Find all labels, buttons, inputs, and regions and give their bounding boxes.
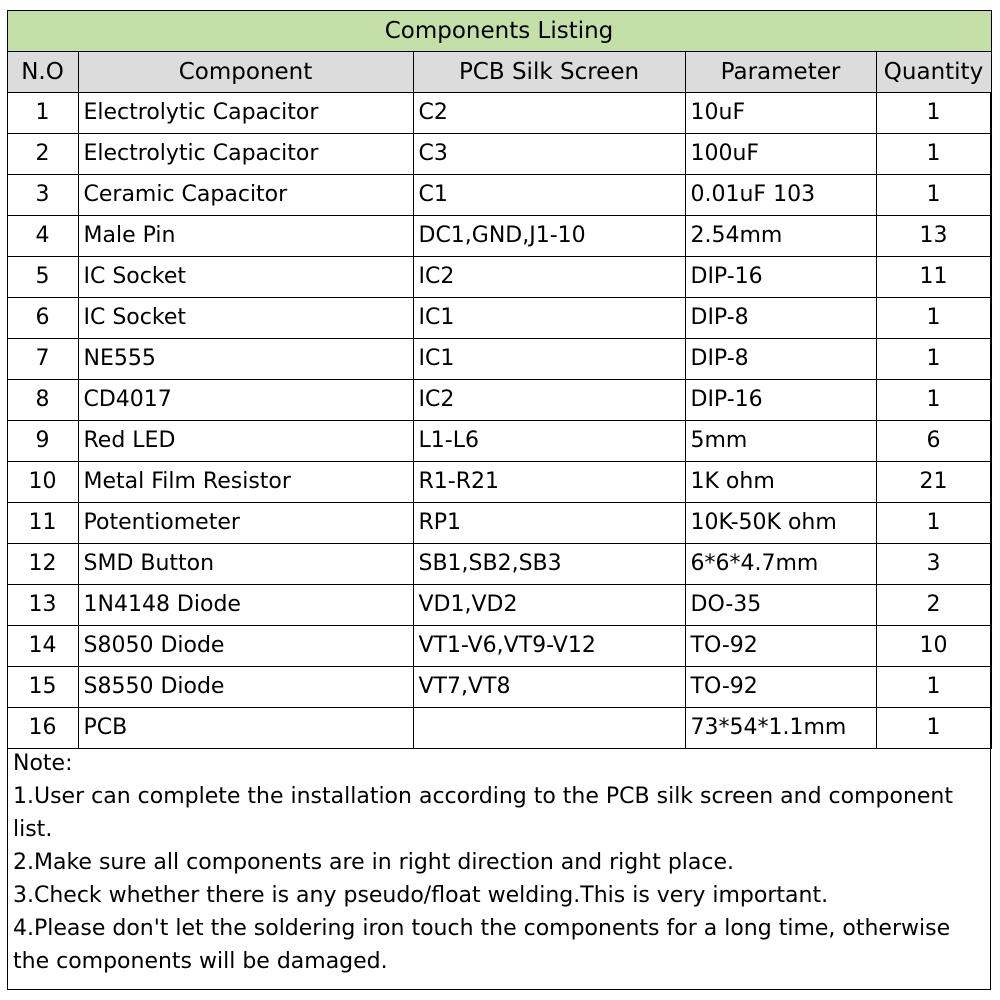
cell-quantity: 1: [876, 379, 991, 420]
cell-quantity: 1: [876, 297, 991, 338]
cell-silk-screen: C2: [413, 92, 685, 133]
cell-quantity: 11: [876, 256, 991, 297]
cell-silk-screen: VT7,VT8: [413, 666, 685, 707]
note-item: 2.Make sure all components are in right direction and right place.: [13, 850, 735, 875]
cell-parameter: 73*54*1.1mm: [685, 707, 876, 748]
cell-parameter: DIP-16: [685, 379, 876, 420]
cell-no: 3: [7, 174, 78, 215]
table-row: [7, 625, 991, 666]
cell-quantity: 13: [876, 215, 991, 256]
cell-component: NE555: [78, 338, 413, 379]
components-sheet: [7, 10, 991, 990]
cell-parameter: 100uF: [685, 133, 876, 174]
cell-component: Electrolytic Capacitor: [78, 92, 413, 133]
cell-silk-screen: RP1: [413, 502, 685, 543]
title-row: [7, 10, 991, 51]
cell-quantity: 1: [876, 666, 991, 707]
cell-silk-screen: DC1,GND,J1-10: [413, 215, 685, 256]
cell-no: 2: [7, 133, 78, 174]
cell-no: 16: [7, 707, 78, 748]
header-row: [7, 51, 991, 92]
cell-no: 10: [7, 461, 78, 502]
header-component: Component: [78, 51, 413, 92]
cell-no: 14: [7, 625, 78, 666]
cell-quantity: 1: [876, 174, 991, 215]
table-row: [7, 420, 991, 461]
note-item: 4.Please don't let the soldering iron touch the components for a long time, otherwise the components will be damaged.: [13, 916, 951, 974]
cell-silk-screen: VT1-V6,VT9-V12: [413, 625, 685, 666]
cell-no: 12: [7, 543, 78, 584]
cell-no: 9: [7, 420, 78, 461]
cell-parameter: DIP-16: [685, 256, 876, 297]
cell-parameter: 0.01uF 103: [685, 174, 876, 215]
cell-no: 11: [7, 502, 78, 543]
header-no: N.O: [7, 51, 78, 92]
table-title: Components Listing: [7, 10, 991, 51]
table-row: [7, 256, 991, 297]
table-row: [7, 502, 991, 543]
note-item: 1.User can complete the installation according to the PCB silk screen and component list.: [13, 784, 954, 842]
table-row: [7, 543, 991, 584]
cell-quantity: 1: [876, 133, 991, 174]
table-row: [7, 584, 991, 625]
cell-parameter: 6*6*4.7mm: [685, 543, 876, 584]
header-silk-screen: PCB Silk Screen: [413, 51, 685, 92]
cell-component: IC Socket: [78, 297, 413, 338]
cell-component: Red LED: [78, 420, 413, 461]
cell-quantity: 1: [876, 707, 991, 748]
notes-heading: Note:: [13, 751, 73, 776]
cell-silk-screen: IC2: [413, 256, 685, 297]
table-row: [7, 92, 991, 133]
note-item: 3.Check whether there is any pseudo/float welding.This is very important.: [13, 883, 829, 908]
cell-quantity: 10: [876, 625, 991, 666]
table-row: [7, 379, 991, 420]
cell-silk-screen: R1-R21: [413, 461, 685, 502]
header-parameter: Parameter: [685, 51, 876, 92]
cell-no: 4: [7, 215, 78, 256]
cell-parameter: DO-35: [685, 584, 876, 625]
components-table: [7, 10, 992, 749]
cell-no: 6: [7, 297, 78, 338]
table-row: [7, 338, 991, 379]
cell-quantity: 1: [876, 92, 991, 133]
cell-parameter: TO-92: [685, 666, 876, 707]
cell-parameter: 10uF: [685, 92, 876, 133]
cell-quantity: 21: [876, 461, 991, 502]
cell-silk-screen: C1: [413, 174, 685, 215]
table-row: [7, 666, 991, 707]
cell-quantity: 3: [876, 543, 991, 584]
cell-silk-screen: IC1: [413, 297, 685, 338]
cell-component: PCB: [78, 707, 413, 748]
cell-silk-screen: IC2: [413, 379, 685, 420]
cell-parameter: 2.54mm: [685, 215, 876, 256]
table-row: [7, 215, 991, 256]
cell-silk-screen: IC1: [413, 338, 685, 379]
cell-component: S8550 Diode: [78, 666, 413, 707]
cell-component: Ceramic Capacitor: [78, 174, 413, 215]
cell-silk-screen: SB1,SB2,SB3: [413, 543, 685, 584]
table-body: [7, 92, 991, 748]
cell-silk-screen: C3: [413, 133, 685, 174]
cell-component: Potentiometer: [78, 502, 413, 543]
cell-quantity: 1: [876, 338, 991, 379]
cell-no: 8: [7, 379, 78, 420]
notes-section: [8, 733, 992, 978]
cell-component: Electrolytic Capacitor: [78, 133, 413, 174]
cell-parameter: DIP-8: [685, 338, 876, 379]
cell-silk-screen: L1-L6: [413, 420, 685, 461]
cell-parameter: 5mm: [685, 420, 876, 461]
cell-component: SMD Button: [78, 543, 413, 584]
cell-component: IC Socket: [78, 256, 413, 297]
header-quantity: Quantity: [876, 51, 991, 92]
cell-no: 13: [7, 584, 78, 625]
cell-parameter: 1K ohm: [685, 461, 876, 502]
cell-no: 1: [7, 92, 78, 133]
cell-parameter: DIP-8: [685, 297, 876, 338]
table-row: [7, 133, 991, 174]
table-row: [7, 297, 991, 338]
cell-quantity: 1: [876, 502, 991, 543]
cell-component: S8050 Diode: [78, 625, 413, 666]
table-row: [7, 461, 991, 502]
cell-parameter: 10K-50K ohm: [685, 502, 876, 543]
cell-no: 7: [7, 338, 78, 379]
cell-no: 5: [7, 256, 78, 297]
cell-no: 15: [7, 666, 78, 707]
cell-parameter: TO-92: [685, 625, 876, 666]
cell-silk-screen: VD1,VD2: [413, 584, 685, 625]
cell-component: CD4017: [78, 379, 413, 420]
cell-component: Male Pin: [78, 215, 413, 256]
table-row: [7, 174, 991, 215]
cell-component: 1N4148 Diode: [78, 584, 413, 625]
cell-quantity: 6: [876, 420, 991, 461]
cell-quantity: 2: [876, 584, 991, 625]
cell-component: Metal Film Resistor: [78, 461, 413, 502]
